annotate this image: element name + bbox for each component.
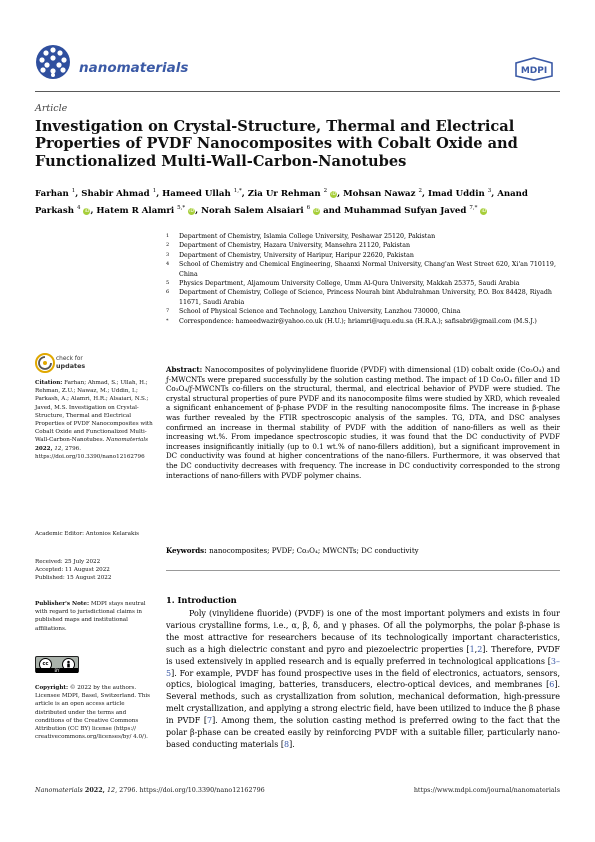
journal-name: nanomaterials [79,60,189,76]
check-updates-icon [35,353,55,373]
author-affiliation-marker: 2 [418,188,423,194]
affiliation-item [166,317,560,326]
publisher-note-label: Publisher's Note: [35,601,90,607]
citation-doi-link[interactable]: 2796. https://doi.org/10.3390/nano12162796 [35,445,145,460]
affiliation-item [166,251,560,260]
author-name: Norah Salem Alsaiari [201,206,304,217]
copyright-block [35,684,155,741]
keywords-text: nanocomposites; PVDF; Co₃O₄; MWCNTs; DC conductivity [209,546,419,555]
footer-year: 2022, [84,786,105,794]
author-name: Hatem R Alamri [96,206,175,217]
author-affiliation-marker: 6 [306,205,311,212]
orcid-icon[interactable]: iD [314,209,319,215]
citation-year: 2022, [35,445,53,452]
author-affiliation-marker: 4 [76,205,81,212]
author-affiliation-marker: 3 [487,188,492,194]
citation-link[interactable]: 2 [477,644,483,654]
affiliation-item [166,232,560,241]
affiliation-number: * [166,317,169,324]
keywords-label: Keywords: [166,546,207,555]
nanomaterials-logo-icon [35,44,71,80]
citation-block [35,379,155,461]
affiliation-number: 1 [166,233,170,239]
author-separator: , [491,188,498,199]
citation-link[interactable]: 6 [549,680,555,690]
author-name: Farhan [35,188,69,199]
published-date: Published: 15 August 2022 [35,575,112,582]
author-affiliation-marker: 2 [323,188,328,194]
affiliation-text: Department of Chemistry, Hazara University, Mansehra 21120, Pakistan [179,242,411,250]
affiliation-item [166,279,560,288]
footer-citation [35,786,265,794]
author-separator: and [320,206,344,217]
author-name: Muhammad Sufyan Javed [343,206,467,217]
keywords [166,546,560,556]
author-separator: , [422,188,428,199]
citation-label: Citation: [35,380,63,386]
citation-text: Farhan; Ahmad, S.; Ullah, H.; Rehman, Z.U.; Nawaz, M.; Uddin, I.; Parkash, A.; Alamri, H.R.; Alsaiari, N.S.; Javed, M.S. Investigation on Crystal-Structure, Thermal and Electrical Properties of PVDF Nanocomposites with Cobalt Oxide and Functionalized Multi-Wall-Carbon-Nanotubes. [35,380,153,444]
accepted-date: Accepted: 11 August 2022 [35,567,110,574]
author-separator: , [75,188,82,199]
footer-doi-link[interactable]: 2796. https://doi.org/10.3390/nano12162796 [119,786,265,794]
affiliation-item [166,260,560,279]
footer-journal: Nanomaterials [35,786,83,794]
citation-journal: Nanomaterials [106,437,149,444]
orcid-icon[interactable]: iD [189,209,195,215]
check-label-2: updates [56,362,86,370]
footer-journal-url[interactable]: https://www.mdpi.com/journal/nanomaterials [413,786,560,794]
affiliations [166,232,560,326]
citation-vol: 12, [54,445,64,452]
introduction-paragraph [166,608,560,751]
publisher-name: MDPI [520,66,548,76]
author-affiliation-marker: 1,* [233,188,242,194]
mdpi-logo-icon [514,57,554,81]
author-name: Zia Ur Rehman [247,188,321,199]
affiliation-number: 7 [166,308,170,315]
author-name: Imad Uddin [428,188,485,199]
author-affiliation-marker: 7,* [469,205,478,212]
orcid-icon[interactable]: iD [331,191,336,197]
author-name: Anand Parkash [35,188,528,217]
abstract-label: Abstract: [166,365,203,374]
orcid-icon[interactable]: iD [84,209,90,215]
affiliation-text: School of Physical Science and Technology, Lanzhou University, Lanzhou 730000, China [179,308,461,316]
affiliation-text: Department of Chemistry, University of Haripur, Haripur 22620, Pakistan [179,251,414,259]
author-affiliation-marker: 1 [71,188,76,194]
abstract [166,365,560,480]
affiliation-number: 3 [166,251,170,258]
author-name: Mohsan Nawaz [343,188,416,199]
author-affiliation-marker: 1 [152,188,157,194]
affiliation-text: Department of Chemistry, College of Science, Princess Nourah bint Abdulrahman University, P.O. Box 84428, Riyadh 11671, Saudi Arabia [179,289,552,306]
cc-icon: cc [39,658,52,671]
section-divider [166,570,560,571]
intro-text-part: ]. Therefore, PVDF is used extensively in applied research and is equally preferred in technological applications [ [166,644,560,666]
intro-text-part: ]. Among them, the solution casting method is preferred owing to the fact that the polar β-phase can be created easily by reinforcing PVDF with a suitable filler, particularly nano-based conducting materials [ [166,716,560,749]
cc-by-label: BY [36,668,78,673]
affiliation-text: Department of Chemistry, Islamia College University, Peshawar 25120, Pakistan [179,233,436,240]
citation-link[interactable]: 7 [206,716,213,726]
affiliation-text: Physics Department, Aljamoum University College, Umm Al-Qura University, Makkah 25375, Saudi Arabia [179,280,520,288]
author-separator: , [195,206,202,217]
affiliation-number: 4 [166,261,170,268]
author-separator: , [156,188,163,199]
footer-vol: 12, [106,786,118,794]
dates-block [35,558,155,583]
author-name: Shabir Ahmad [81,188,150,199]
author-separator: , [90,206,97,217]
academic-editor: Academic Editor: Antonios Kelarakis [35,531,139,537]
citation-link[interactable]: 3–5 [166,656,560,678]
check-for-updates-button[interactable] [35,353,95,375]
publisher-note [35,600,155,633]
intro-text-part: Poly (vinylidene fluoride) (PVDF) is one of the most important polymers and exists in four various crystalline forms, i.e., α, β, δ, and γ phases. Of all the polymorphs, the polar β-phase is the most attractive for researchers because of its technologically important characteristics, such as a high dielectric constant and pyro and piezoelectric properties [ [166,609,560,654]
article-type: Article [35,103,68,114]
header-divider [35,91,560,92]
intro-text-part: ]. For example, PVDF has found prospective uses in the field of electronics, actuators, sensors, optics, biological imaging, batteries, transducers, electro-optical devices, and membranes [ [166,668,560,690]
citation-link[interactable]: 1 [469,644,475,654]
citation-link[interactable]: 8 [283,739,290,749]
affiliation-number: 2 [166,242,170,249]
received-date: Received: 25 July 2022 [35,559,101,565]
affiliation-item [166,241,560,250]
affiliation-item [166,307,560,316]
copyright-text: © 2022 by the authors. Licensee MDPI, Basel, Switzerland. This article is an open access article distributed under the terms and conditions of the Creative Commons Attribution (CC BY) license (https:// creativecommons.org/licenses/by/ 4.0/). [35,685,150,741]
intro-text-part: ]. Several methods, such as crystallization from solution, mechanical deformation, high-pressure melt crystallization, and applying a strong electric field, have been utilized to induce the β phase in PVDF [ [166,680,560,726]
affiliation-item [166,288,560,307]
author-separator: , [337,188,344,199]
affiliation-number: 5 [166,280,170,287]
intro-text-part: ]. [289,739,295,749]
check-label-1: check for [56,356,83,362]
author-separator: , [241,188,248,199]
affiliation-number: 6 [166,289,170,296]
copyright-label: Copyright: [35,685,69,691]
article-title: Investigation on Crystal-Structure, Thermal and Electrical Properties of PVDF Nanocomposites with Cobalt Oxide and Functionalized Multi-Wall-Carbon-Nanotubes [35,118,518,170]
orcid-icon[interactable]: iD [481,209,487,215]
author-affiliation-marker: 5,* [177,205,186,212]
cc-by-license-badge[interactable] [35,656,79,673]
affiliation-text: School of Chemistry and Chemical Engineering, Shaanxi Normal University, Chang'an West Street 620, Xi'an 710119, China [179,261,556,278]
abstract-text: Nanocomposites of polyvinylidene fluoride (PVDF) with dimensional (1D) cobalt oxide (Co₃O₄) and ƒ-MWCNTs were prepared successfully by the solution casting method. The impact of 1D Co₃O₄ filler and 1D Co₃O₄/ƒ-MWCNTs co-fillers on the structural, thermal, and electrical behavior of PVDF were studied. The crystal structural properties of pure PVDF and its nanocomposite films were studied by XRD, which revealed a significant enhancement of β-phase PVDF in the resulting nanocomposite films. The increase in β-phase was further revealed by the FTIR spectroscopic analysis of the samples. TG, DTA, and DSC analyses confirmed an increase in thermal stability of PVDF with the addition of nano-fillers as well as their increasing wt.%. From impedance spectroscopic studies, it was found that the DC conductivity of PVDF increases insignificantly initially (up to 0.1 wt.% of nano-fillers addition), but a significant improvement in DC conductivity was found at higher concentrations of the nano-fillers. Furthermore, it was observed that the DC conductivity decreases with frequency. The increase in DC conductivity corresponded to the strong interactions of nano-fillers with PVDF polymer chains. [166,365,560,480]
author-name: Hameed Ullah [162,188,231,199]
introduction-heading: 1. Introduction [166,595,237,605]
publisher-note-text: MDPI stays neutral with regard to jurisdictional claims in published maps and institutional affiliations. [35,601,146,632]
author-list [35,184,560,219]
affiliation-text: Correspondence: hameedwazir@yahoo.co.uk (H.U.); hriamri@uqu.edu.sa (H.R.A.); safisabri@gmail.com (M.S.J.) [179,317,537,325]
intro-text-part: , [474,644,478,654]
